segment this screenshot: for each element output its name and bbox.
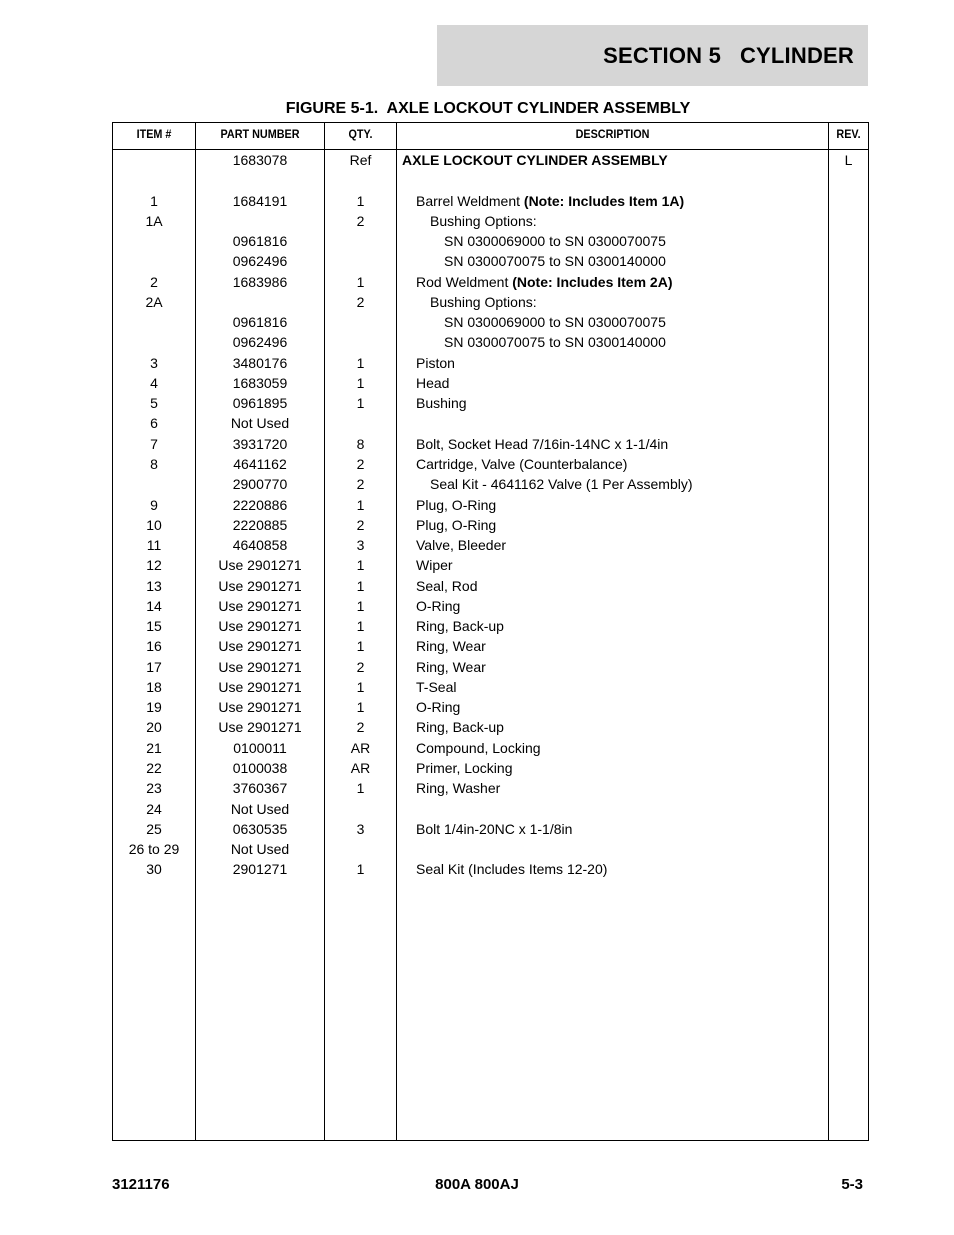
table-row	[113, 150, 868, 170]
table-row	[113, 576, 868, 596]
description-cell	[397, 738, 846, 758]
quantity-cell: 2	[356, 455, 365, 472]
quantity-cell: 2	[356, 719, 365, 736]
description-cell	[397, 332, 874, 352]
table-row	[113, 859, 868, 879]
description-text: Plug, O-Ring	[416, 496, 497, 513]
table-row	[113, 697, 868, 717]
item-number-cell: 9	[150, 496, 158, 513]
item-number-cell: 24	[146, 800, 162, 817]
item-number-cell: 10	[146, 516, 162, 533]
item-number-cell: 19	[146, 699, 162, 716]
description-cell	[397, 576, 846, 596]
quantity-cell: 1	[356, 395, 365, 412]
description-cell	[397, 677, 846, 697]
part-number-cell: 0962496	[232, 253, 288, 270]
description-cell	[397, 616, 846, 636]
quantity-cell: AR	[350, 759, 371, 776]
table-row	[113, 819, 868, 839]
quantity-cell: 1	[356, 597, 365, 614]
table-row	[113, 393, 868, 413]
table-row	[113, 738, 868, 758]
description-cell	[397, 211, 860, 231]
item-number-cell: 18	[146, 678, 162, 695]
item-number-cell: 3	[150, 354, 158, 371]
part-number-cell: 0100038	[232, 759, 288, 776]
description-cell	[397, 251, 874, 271]
part-number-cell: Use 2901271	[218, 658, 302, 675]
part-number-cell: Use 2901271	[218, 597, 302, 614]
description-note: (Note: Includes Item 1A)	[523, 192, 685, 209]
description-cell	[397, 292, 860, 312]
item-number-cell: 12	[146, 557, 162, 574]
table-row	[113, 170, 868, 190]
part-number-cell: 4641162	[233, 455, 287, 472]
table-row	[113, 251, 868, 271]
quantity-cell: Ref	[349, 152, 372, 168]
description-text: Bushing Options:	[430, 293, 537, 310]
table-row	[113, 555, 868, 575]
part-number-cell: Use 2901271	[218, 577, 302, 594]
figure-title: FIGURE 5-1. AXLE LOCKOUT CYLINDER ASSEMBLY	[285, 100, 691, 117]
description-text: Ring, Back-up	[416, 719, 504, 736]
description-cell	[397, 535, 846, 555]
item-number-cell: 17	[146, 658, 162, 675]
section-title: SECTION 5 CYLINDER	[603, 42, 854, 68]
item-number-cell: 1	[150, 192, 158, 209]
table-row	[113, 758, 868, 778]
revision-cell: L	[844, 152, 853, 168]
table-row	[113, 778, 868, 798]
part-number-cell: Use 2901271	[218, 618, 302, 635]
item-number-cell: 22	[146, 759, 162, 776]
part-number-cell: 2220885	[232, 516, 288, 533]
table-row	[113, 535, 868, 555]
part-number-cell: 4640858	[232, 537, 288, 554]
column-header-qty: QTY.	[348, 127, 373, 141]
description-text: O-Ring	[416, 699, 461, 716]
quantity-cell: 2	[356, 476, 365, 493]
description-text: Rod Weldment	[416, 273, 513, 290]
item-number-cell: 7	[150, 435, 158, 452]
item-number-cell: 2A	[145, 293, 163, 310]
table-row	[113, 211, 868, 231]
quantity-cell: 2	[356, 293, 365, 310]
description-text: T-Seal	[416, 678, 457, 695]
table-row	[113, 272, 868, 292]
description-cell	[397, 373, 846, 393]
table-row	[113, 353, 868, 373]
item-number-cell: 26 to 29	[128, 841, 180, 858]
description-text: Bolt 1/4in-20NC x 1-1/8in	[416, 820, 573, 837]
description-cell	[397, 191, 846, 211]
part-number-cell: 3480176	[232, 354, 288, 371]
part-number-cell: Use 2901271	[218, 557, 302, 574]
quantity-cell: 3	[356, 537, 365, 554]
description-cell	[397, 515, 846, 535]
quantity-cell: 8	[356, 435, 365, 452]
quantity-cell: 1	[356, 273, 365, 290]
description-cell	[397, 555, 846, 575]
quantity-cell: 2	[356, 516, 365, 533]
table-row	[113, 191, 868, 211]
description-cell	[397, 596, 846, 616]
description-cell	[397, 778, 846, 798]
quantity-cell: 1	[356, 678, 365, 695]
part-number-cell: 0962496	[232, 334, 288, 351]
table-row	[113, 515, 868, 535]
item-number-cell: 13	[146, 577, 162, 594]
part-number-cell: Not Used	[230, 800, 290, 817]
parts-table	[112, 122, 869, 1141]
table-row	[113, 657, 868, 677]
item-number-cell: 16	[146, 638, 162, 655]
description-text: Bolt, Socket Head 7/16in-14NC x 1-1/4in	[416, 435, 669, 452]
description-cell	[397, 474, 860, 494]
item-number-cell: 30	[146, 861, 162, 878]
model-name: 800A 800AJ	[435, 1176, 519, 1193]
column-header-rev: REV.	[836, 127, 861, 141]
table-row	[113, 677, 868, 697]
description-text: Head	[416, 374, 450, 391]
table-row	[113, 636, 868, 656]
part-number-cell: Use 2901271	[218, 719, 302, 736]
item-number-cell: 21	[146, 739, 162, 756]
part-number-cell: 1683059	[232, 374, 288, 391]
table-row	[113, 312, 868, 332]
part-number-cell: 1684191	[232, 192, 288, 209]
description-cell	[397, 231, 874, 251]
item-number-cell: 15	[146, 618, 162, 635]
table-row	[113, 474, 868, 494]
table-row	[113, 839, 868, 859]
table-row	[113, 373, 868, 393]
part-number-cell: 3760367	[232, 780, 288, 797]
item-number-cell: 11	[146, 537, 162, 554]
description-text: Seal, Rod	[416, 577, 478, 594]
description-text: Ring, Wear	[416, 658, 486, 675]
description-text: Barrel Weldment	[416, 192, 524, 209]
description-text: SN 0300070075 to SN 0300140000	[444, 253, 666, 270]
quantity-cell: 1	[356, 577, 365, 594]
part-number-cell: 0961816	[232, 233, 288, 250]
description-cell	[397, 859, 846, 879]
part-number-cell: 0961816	[232, 314, 288, 331]
description-cell	[397, 717, 846, 737]
quantity-cell: 1	[356, 496, 365, 513]
description-cell	[397, 636, 846, 656]
description-cell	[397, 272, 846, 292]
table-row	[113, 454, 868, 474]
description-text: Bushing Options:	[430, 212, 537, 229]
description-text: Primer, Locking	[416, 759, 513, 776]
part-number-cell: 0100011	[233, 739, 287, 756]
quantity-cell: 1	[356, 699, 365, 716]
quantity-cell: 2	[356, 212, 365, 229]
table-row	[113, 413, 868, 433]
description-text: SN 0300069000 to SN 0300070075	[444, 314, 666, 331]
description-text: Wiper	[416, 557, 453, 574]
description-cell	[397, 819, 846, 839]
description-cell	[397, 495, 846, 515]
item-number-cell: 6	[150, 415, 158, 432]
table-row	[113, 292, 868, 312]
description-text: Piston	[416, 354, 455, 371]
table-row	[113, 596, 868, 616]
part-number-cell: 3931720	[232, 435, 288, 452]
description-text: Seal Kit (Includes Items 12-20)	[416, 861, 608, 878]
table-row	[113, 799, 868, 819]
quantity-cell: 1	[356, 354, 365, 371]
part-number-cell: Not Used	[230, 841, 290, 858]
column-header-part-number: PART NUMBER	[220, 127, 300, 141]
description-cell	[397, 312, 874, 332]
quantity-cell: 1	[356, 618, 365, 635]
column-header-description: DESCRIPTION	[575, 127, 650, 141]
table-row	[113, 616, 868, 636]
part-number-cell: 0630535	[232, 820, 288, 837]
table-row	[113, 332, 868, 352]
part-number-cell: 0961895	[232, 395, 288, 412]
part-number-cell: 2901271	[232, 861, 288, 878]
description-note: (Note: Includes Item 2A)	[512, 273, 673, 290]
quantity-cell: 2	[356, 658, 365, 675]
item-number-cell: 2	[150, 273, 158, 290]
description-text: AXLE LOCKOUT CYLINDER ASSEMBLY	[402, 152, 668, 168]
description-text: SN 0300070075 to SN 0300140000	[444, 334, 666, 351]
description-cell	[397, 150, 832, 170]
description-cell	[397, 697, 846, 717]
document-number: 3121176	[112, 1176, 170, 1193]
description-text: Ring, Back-up	[416, 618, 504, 635]
table-row	[113, 434, 868, 454]
quantity-cell: 1	[356, 192, 365, 209]
description-text: Ring, Washer	[416, 780, 501, 797]
part-number-cell: 2900770	[232, 476, 288, 493]
part-number-cell: Use 2901271	[218, 699, 302, 716]
description-text: Compound, Locking	[416, 739, 541, 756]
description-text: O-Ring	[416, 597, 461, 614]
item-number-cell: 20	[146, 719, 162, 736]
item-number-cell: 5	[150, 395, 158, 412]
page-number: 5-3	[841, 1176, 863, 1193]
quantity-cell: 1	[356, 861, 365, 878]
description-text: Plug, O-Ring	[416, 516, 497, 533]
quantity-cell: 1	[356, 557, 365, 574]
description-cell	[397, 657, 846, 677]
item-number-cell: 14	[146, 597, 162, 614]
description-cell	[397, 454, 846, 474]
section-title-banner	[437, 25, 868, 86]
table-body	[113, 150, 868, 880]
quantity-cell: 1	[356, 780, 365, 797]
description-cell	[397, 434, 846, 454]
description-text: Valve, Bleeder	[416, 537, 507, 554]
part-number-cell: Not Used	[230, 415, 290, 432]
item-number-cell: 8	[150, 455, 158, 472]
part-number-cell: Use 2901271	[218, 678, 302, 695]
table-row	[113, 495, 868, 515]
quantity-cell: 3	[356, 820, 365, 837]
quantity-cell: 1	[356, 638, 365, 655]
part-number-cell: 2220886	[232, 496, 288, 513]
item-number-cell: 25	[146, 820, 162, 837]
item-number-cell: 23	[146, 780, 162, 797]
quantity-cell: 1	[356, 374, 365, 391]
table-row	[113, 231, 868, 251]
column-header-item: ITEM #	[136, 127, 172, 141]
item-number-cell: 1A	[145, 212, 163, 229]
table-row	[113, 717, 868, 737]
description-cell	[397, 758, 846, 778]
part-number-cell: 1683078	[232, 152, 288, 168]
quantity-cell: AR	[350, 739, 371, 756]
description-cell	[397, 353, 846, 373]
description-text: Ring, Wear	[416, 638, 486, 655]
part-number-cell: Use 2901271	[218, 638, 302, 655]
description-cell	[397, 393, 846, 413]
description-text: Bushing	[416, 395, 467, 412]
description-text: SN 0300069000 to SN 0300070075	[444, 233, 666, 250]
item-number-cell: 4	[150, 374, 158, 391]
part-number-cell: 1683986	[232, 273, 288, 290]
description-text: Cartridge, Valve (Counterbalance)	[416, 455, 628, 472]
description-text: Seal Kit - 4641162 Valve (1 Per Assembly)	[430, 476, 693, 493]
